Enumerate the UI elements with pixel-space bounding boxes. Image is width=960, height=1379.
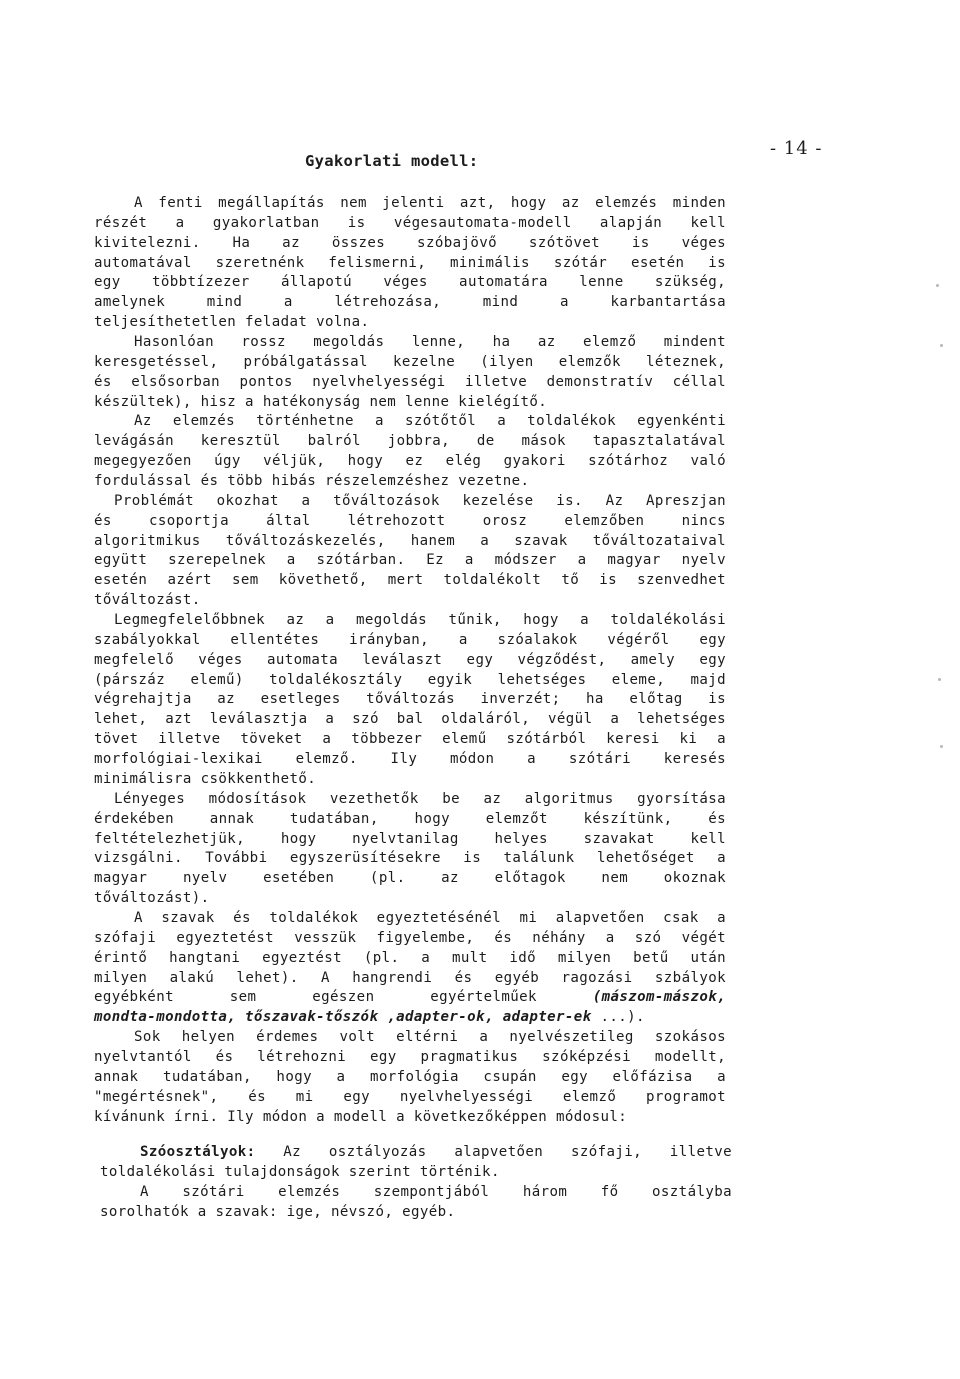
text-line: Problémát okozhat a tőváltozások kezelése is. Az Apreszjan	[114, 492, 726, 509]
text-line: kívánunk írni. Ily módon a modell a következőképpen módosul:	[94, 1108, 628, 1125]
text-line: tőváltozást.	[94, 592, 201, 609]
text-line: (párszáz elemű) toldalékosztály egyik lehetséges eleme, majd	[94, 671, 726, 688]
text-line: "megértésnek", és mi egy nyelvhelyességi elemző programot	[94, 1088, 726, 1105]
text-span: ...).	[591, 1009, 645, 1026]
text-line: és csoportja által létrehozott orosz elemzőben nincs	[94, 512, 726, 529]
text-line: feltételezhetjük, hogy nyelvtanilag helyes szavakat kell	[94, 830, 726, 847]
text-line-with-examples	[94, 988, 726, 1008]
text-line: annak tudatában, hogy a morfológia csupán egy előfázisa a	[94, 1068, 726, 1085]
text-line: A szótári elemzés szempontjából három fő osztályba	[140, 1183, 732, 1200]
text-line: lehet, azt leválasztja a szó bal oldaláról, végül a lehetséges	[94, 711, 726, 728]
text-line: magyar nyelv esetében (pl. az előtagok nem okoznak	[94, 870, 726, 887]
text-line-term	[100, 1143, 732, 1163]
text-line: megfelelő véges automata leválaszt egy végződést, amely egy	[94, 651, 726, 668]
text-line: együtt szerepelnek a szótárban. Ez a módszer a magyar nyelv	[94, 552, 726, 569]
text-line: és elsősorban pontos nyelvhelyességi illetve demonstratív céllal	[94, 373, 726, 390]
text-line: Legmegfelelőbbnek az a megoldás tűnik, hogy a toldalékolási	[114, 612, 726, 629]
scan-speck	[936, 284, 939, 287]
text-line: minimálisra csökkenthető.	[94, 770, 317, 787]
term-szoosztalyok: Szóosztályok:	[140, 1144, 256, 1160]
text-line: nyelvtantól és létrehozni egy pragmatikus szóképzési modellt,	[94, 1048, 726, 1065]
text-line: részét a gyakorlatban is végesautomata-modell alapján kell	[94, 214, 726, 231]
scan-speck	[940, 344, 943, 347]
text-line: Az elemzés történhetne a szótőtől a toldalékok egyenkénti	[134, 413, 726, 430]
text-line: teljesíthetetlen feladat volna.	[94, 314, 370, 331]
text-line: érintő hangtani egyeztést (pl. a mult idő milyen betű után	[94, 949, 726, 966]
text-line-examples	[94, 1008, 726, 1028]
text-line: sorolhatók a szavak: ige, névszó, egyéb.	[100, 1203, 456, 1220]
text-line: szabályokkal ellentétes irányban, a szóalakok végéről egy	[94, 631, 726, 648]
text-line: keresgetéssel, próbálgatással kezelne (ilyen elemzők léteznek,	[94, 353, 726, 370]
text-line: egy többtízezer állapotú véges automatára lenne szükség,	[94, 274, 726, 291]
text-line: esetén azért sem követhető, mert toldalékolt tő is szenvedhet	[94, 572, 726, 589]
text-line: toldalékolási tulajdonságok szerint történik.	[100, 1163, 500, 1180]
example-words: mondta-mondotta, tőszavak-tőszók ,adapter-ok, adapter-ek	[94, 1009, 592, 1026]
text-line: készültek), hisz a hatékonyság nem lenne kielégítő.	[94, 393, 548, 410]
text-line: Lényeges módosítások vezethetők be az algoritmus gyorsítása	[114, 790, 726, 807]
body-text	[94, 194, 726, 1127]
text-line: szófaji egyeztetést vesszük figyelembe, és néhány a szó végét	[94, 929, 726, 946]
text-line: automatával szeretnénk felismerni, minimális szótár esetén is	[94, 254, 726, 271]
scan-speck	[940, 745, 943, 748]
text-span: Az osztályozás alapvetően szófaji, illetve	[255, 1144, 732, 1160]
text-line: kivitelezni. Ha az összes szóbajövő szótövet is véges	[94, 234, 726, 251]
example-words: (mászom-mászok,	[592, 989, 726, 1006]
text-line: tőváltozást).	[94, 890, 210, 907]
text-line: A szavak és toldalékok egyeztetésénél mi alapvetően csak a	[134, 909, 726, 926]
text-line: levágásán keresztül balról jobbra, de mások tapasztalatával	[94, 433, 726, 450]
text-line: algoritmikus tőváltozáskezelés, hanem a szavak tőváltozataival	[94, 532, 726, 549]
classes-paragraph	[100, 1143, 732, 1222]
text-line: fordulással és több hibás részelemzéshez vezetne.	[94, 473, 530, 490]
text-line: amelynek mind a létrehozása, mind a karbantartása	[94, 294, 726, 311]
scan-speck	[938, 678, 941, 681]
text-line: tövet illetve töveket a többezer elemű szótárból keresi ki a	[94, 731, 726, 748]
text-line: Sok helyen érdemes volt eltérni a nyelvészetileg szokásos	[134, 1029, 726, 1046]
text-line: A fenti megállapítás nem jelenti azt, hogy az elemzés minden	[134, 195, 726, 211]
text-line: vizsgálni. További egyszerüsítésekre is találunk lehetőséget a	[94, 850, 726, 867]
text-line: Hasonlóan rossz megoldás lenne, ha az elemző mindent	[134, 334, 726, 351]
text-line: morfológiai-lexikai elemző. Ily módon a szótári keresés	[94, 751, 726, 768]
text-span: egyébként sem egészen egyértelműek	[94, 989, 593, 1006]
text-line: milyen alakú lehet). A hangrendi és egyéb ragozási szbályok	[94, 969, 726, 986]
text-line: megegyezően úgy véljük, hogy ez elég gyakori szótárhoz való	[94, 453, 726, 470]
page-number: - 14 -	[770, 138, 823, 159]
section-heading: Gyakorlati modell:	[305, 152, 479, 170]
text-line: érdekében annak tudatában, hogy elemzőt készítünk, és	[94, 810, 726, 827]
text-line: végrehajtja az esetleges tőváltozás inverzét; ha előtag is	[94, 691, 726, 708]
